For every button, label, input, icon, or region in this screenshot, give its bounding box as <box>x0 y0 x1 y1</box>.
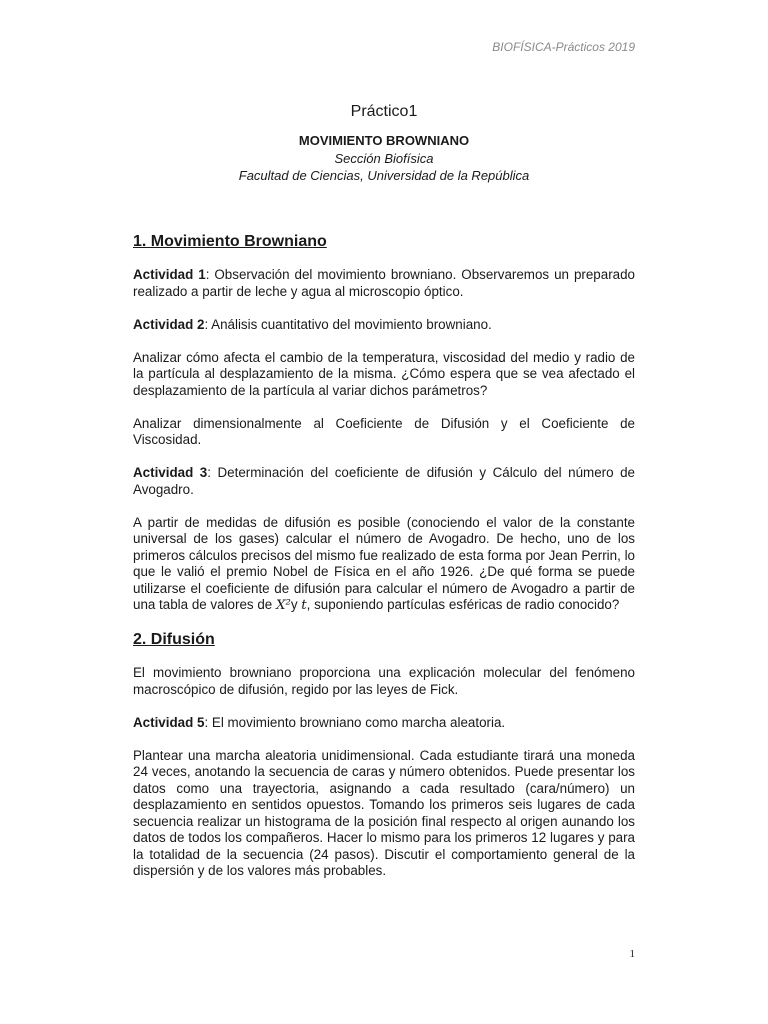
avogadro-text-c: , suponiendo partículas esféricas de radio conocido? <box>306 597 620 612</box>
activity-2-label: Actividad 2 <box>133 316 205 332</box>
avogadro-paragraph <box>133 515 635 615</box>
activity-3-paragraph <box>133 465 635 498</box>
running-header: BIOFÍSICA-Prácticos 2019 <box>492 40 635 54</box>
activity-2-paragraph <box>133 317 635 334</box>
faculty-name: Facultad de Ciencias, Universidad de la República <box>238 168 530 183</box>
page-number: 1 <box>629 948 635 960</box>
random-walk-paragraph: Plantear una marcha aleatoria unidimensional. Cada estudiante tirará una moneda 24 veces, anotando la secuencia de caras y número obtenidos. Puede presentar los datos como una trayectoria, asignando a cada resultado (cara/número) un desplazamiento en sentidos opuestos. Tomando los primeros seis lugares de cada secuencia realizar un histograma de la posición final respecto al origen aunando los datos de todos los compañeros. Hacer lo mismo para los primeros 12 lugares y para la totalidad de la secuencia (24 pasos). Discutir el comportamiento general de la dispersión y de los valores más probables. <box>133 747 635 878</box>
diffusion-intro-paragraph: El movimiento browniano proporciona una explicación molecular del fenómeno macroscópico de difusión, regido por las leyes de Fick. <box>133 665 635 697</box>
activity-5-paragraph <box>133 715 635 732</box>
temperature-paragraph: Analizar cómo afecta el cambio de la temperatura, viscosidad del medio y radio de la partícula al desplazamiento de la misma. ¿Cómo espera que se vea afectado el desplazamiento de la partícula al variar dichos parámetros? <box>133 349 635 398</box>
activity-1-paragraph <box>133 267 635 300</box>
dimensional-paragraph: Analizar dimensionalmente al Coeficiente de Difusión y el Coeficiente de Viscosidad. <box>133 415 635 447</box>
avogadro-text-a: A partir de medidas de difusión es posible (conociendo el valor de la constante universal de los gases) calcular el número de Avogadro. De hecho, uno de los primeros cálculos precisos del mismo fue realizado de esta forma por Jean Perrin, lo que le valió el premio Nobel de Física en el año 1926. ¿De qué forma se puede utilizarse el coeficiente de difusión para calcular el número de Avogadro a partir de una tabla de valores de <box>133 514 635 612</box>
activity-2-text: : Análisis cuantitativo del movimiento browniano. <box>204 316 492 332</box>
activity-5-label: Actividad 5 <box>133 714 205 730</box>
activity-3-text: : Determinación del coeficiente de difusión y Cálculo del número de Avogadro. <box>133 465 635 497</box>
math-t: t <box>301 598 307 613</box>
document-title: Práctico1 <box>350 103 418 120</box>
activity-1-text: : Observación del movimiento browniano. Observaremos un preparado realizado a partir de leche y agua al microscopio óptico. <box>133 267 635 299</box>
title-block <box>0 103 768 185</box>
document-subtitle: MOVIMIENTO BROWNIANO <box>298 133 470 148</box>
document-body <box>133 233 635 896</box>
avogadro-text-b: y <box>290 597 302 612</box>
math-x-squared: X² <box>275 598 291 613</box>
activity-3-label: Actividad 3 <box>133 465 208 480</box>
section-name: Sección Biofísica <box>334 151 434 166</box>
activity-1-label: Actividad 1 <box>133 267 206 282</box>
activity-5-text: : El movimiento browniano como marcha aleatoria. <box>204 714 506 730</box>
section-1-heading: 1. Movimiento Browniano <box>133 233 327 250</box>
section-2-heading: 2. Difusión <box>133 631 215 648</box>
